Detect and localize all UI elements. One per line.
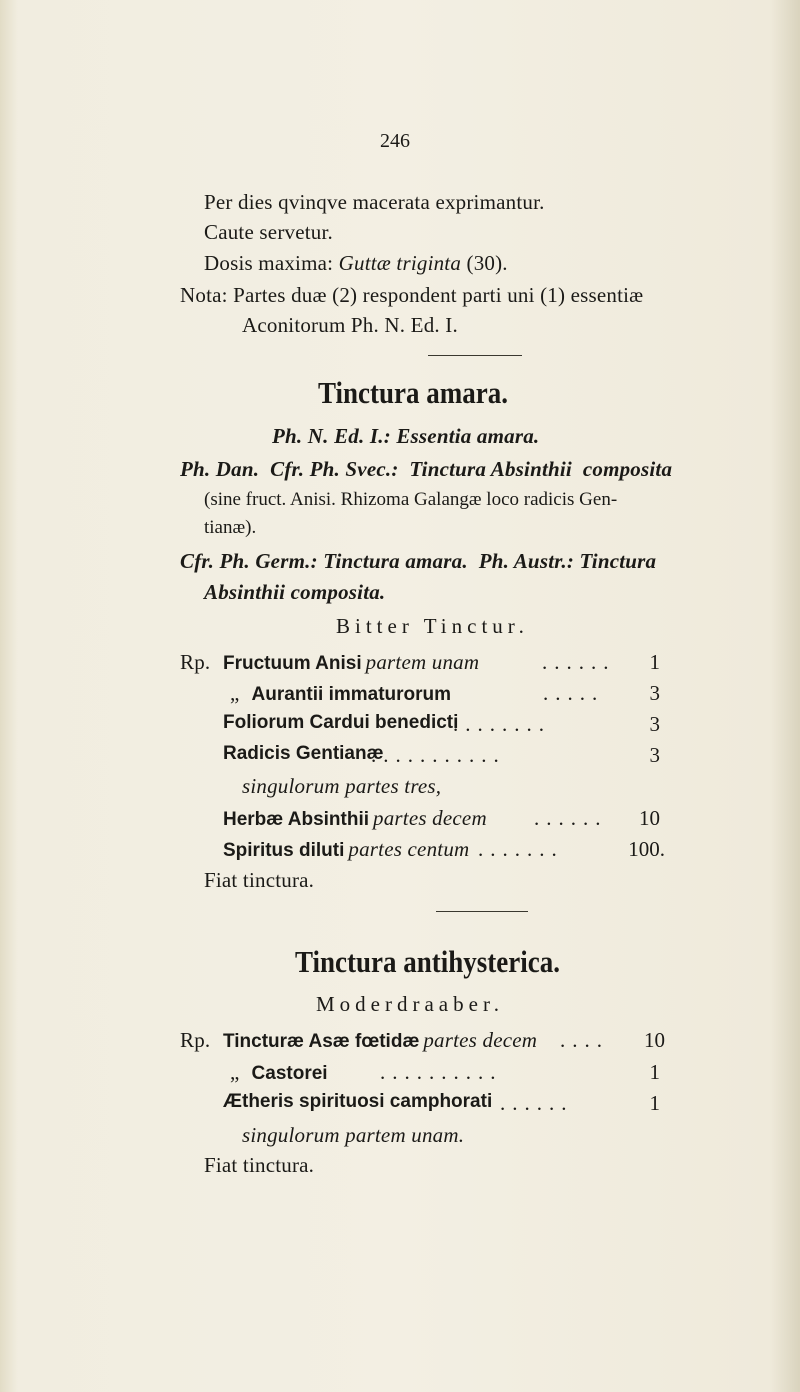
amount: 3	[649, 712, 660, 736]
leader-dots: .....	[543, 681, 605, 705]
synonym-line: Ph. N. Ed. I.: Essentia amara.	[272, 424, 540, 448]
section-title: Tinctura amara.	[318, 376, 508, 410]
amount: 3	[649, 743, 660, 767]
dosis-line: Dosis maxima: Guttæ triginta (30).	[204, 251, 508, 275]
divider	[428, 355, 522, 356]
ingredient: „ Aurantii immaturorum	[230, 681, 452, 705]
nota-line: Nota: Partes duæ (2) respondent parti uni (1) essentiæ	[180, 283, 644, 307]
text-line: Fiat tinctura.	[204, 868, 315, 892]
amount: 1	[649, 1091, 660, 1115]
amount: 10	[644, 1028, 665, 1052]
text-line: Caute servetur.	[204, 220, 333, 244]
amount: 1	[649, 1060, 660, 1084]
nota-line: Aconitorum Ph. N. Ed. I.	[242, 313, 458, 337]
synonym-line: Absinthii composita.	[204, 580, 386, 604]
ingredient: Ætheris spirituosi camphorati	[223, 1091, 493, 1112]
text-line: Per dies qvinqve macerata exprimantur.	[204, 190, 545, 214]
section-title: Tinctura antihysterica.	[295, 945, 560, 979]
amount: 3	[649, 681, 660, 705]
leader-dots: ......	[500, 1091, 574, 1115]
leader-dots: .......	[478, 837, 564, 861]
note-line: tianæ).	[204, 517, 257, 538]
leader-dots: ......	[534, 806, 608, 830]
leader-dots: ......	[542, 650, 616, 674]
leader-dots: ....	[560, 1028, 609, 1052]
ingredient: Herbæ Absinthii partes decem	[223, 806, 487, 830]
leader-dots: ..........	[380, 1060, 503, 1084]
note-line: (sine fruct. Anisi. Rhizoma Galangæ loco radicis Gen-	[204, 489, 618, 510]
synonym-line: Ph. Dan. Cfr. Ph. Svec.: Tinctura Absinthii composita	[180, 457, 673, 481]
vernacular-name: Moderdraaber.	[316, 992, 505, 1016]
ingredient: Foliorum Cardui benedicti	[223, 712, 459, 733]
quantity-note: singulorum partem unam.	[242, 1123, 465, 1147]
amount: 100.	[628, 837, 665, 861]
vernacular-name: Bitter Tinctur.	[336, 614, 529, 638]
leader-dots: ........	[453, 712, 551, 736]
divider	[436, 911, 528, 912]
amount: 10	[639, 806, 660, 830]
quantity-note: singulorum partes tres,	[242, 774, 442, 798]
recipe-rp: Rp.	[180, 650, 211, 674]
ingredient: „ Castorei	[230, 1060, 328, 1084]
page-number: 246	[380, 130, 410, 152]
ingredient: Fructuum Anisi partem unam	[223, 650, 480, 674]
amount: 1	[649, 650, 660, 674]
synonym-line: Cfr. Ph. Germ.: Tinctura amara. Ph. Austr.: Tinctura	[180, 549, 657, 573]
ingredient: Tincturæ Asæ fœtidæ partes decem	[223, 1028, 538, 1052]
text-line: Fiat tinctura.	[204, 1153, 315, 1177]
ingredient: Radicis Gentianæ	[223, 743, 384, 764]
ingredient: Spiritus diluti partes centum	[223, 837, 470, 861]
leader-dots: ...........	[371, 743, 506, 767]
recipe-rp: Rp.	[180, 1028, 211, 1052]
